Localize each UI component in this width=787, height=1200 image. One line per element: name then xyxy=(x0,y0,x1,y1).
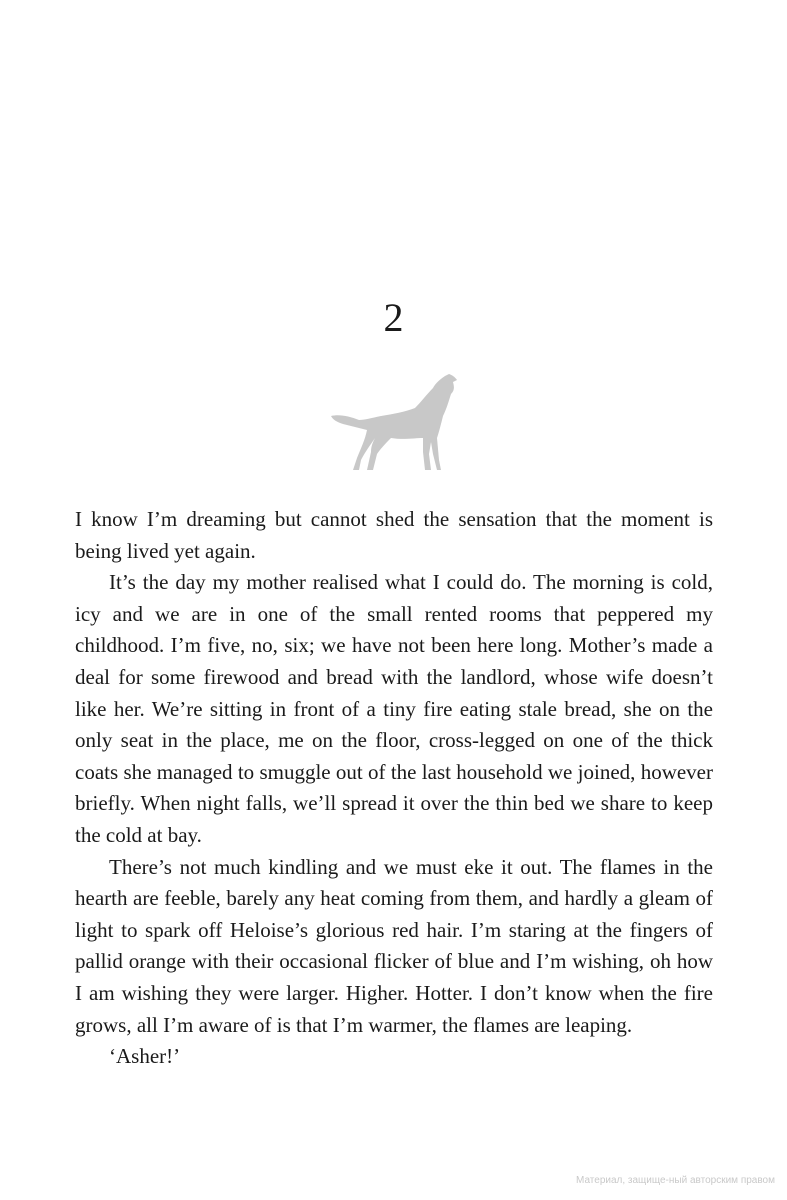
chapter-body-text xyxy=(75,504,713,1073)
paragraph: It’s the day my mother realised what I could do. The morning is cold, icy and we are in one of the small rented rooms that peppered my childhood. I’m five, no, six; we have not been here long. Mother’s made a deal for some firewood and bread with the landlord, whose wife doesn’t like her. We’re sitting in front of a tiny fire eating stale bread, she on the only seat in the place, me on the floor, cross-legged on one of the thick coats she managed to smuggle out of the last household we joined, however briefly. When night falls, we’ll spread it over the thin bed we share to keep the cold at bay. xyxy=(75,570,713,847)
copyright-watermark: Материал, защище-ный авторским правом xyxy=(576,1175,775,1186)
howling-wolf-icon xyxy=(329,372,461,474)
paragraph: I know I’m dreaming but cannot shed the sensation that the moment is being lived yet again. xyxy=(75,507,713,563)
chapter-number: 2 xyxy=(383,295,404,340)
paragraph: ‘Asher!’ xyxy=(109,1044,181,1069)
paragraph: There’s not much kindling and we must eke it out. The flames in the hearth are feeble, barely any heat coming from them, and hardly a gleam of light to spark off Heloise’s glorious red hair. I’m staring at the fingers of pallid orange with their occasional flicker of blue and I’m wishing, oh how I am wishing they were larger. Higher. Hotter. I don’t know when the fire grows, all I’m aware of is that I’m warmer, the flames are leaping. xyxy=(75,854,713,1037)
